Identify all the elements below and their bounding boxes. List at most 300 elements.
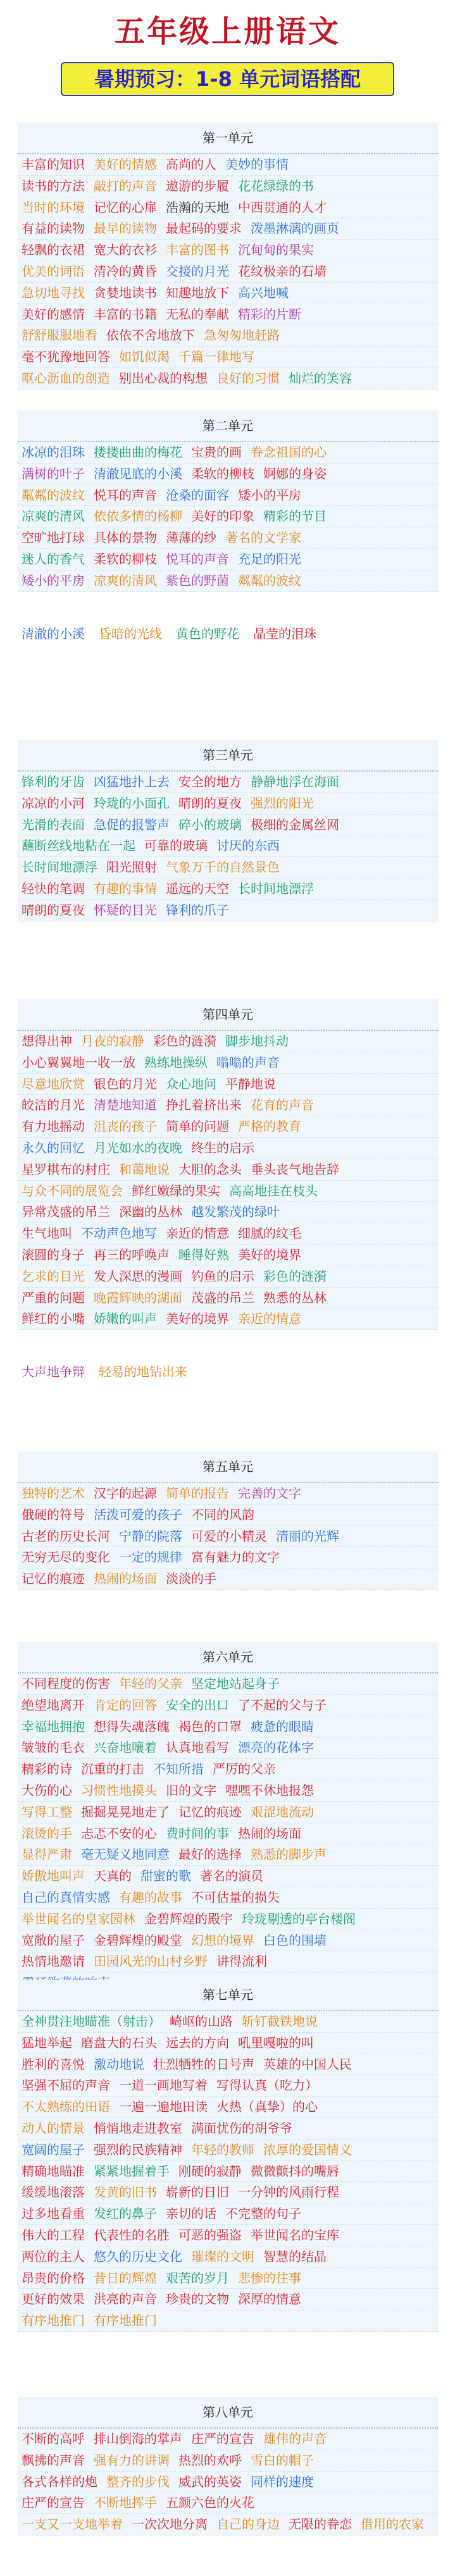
phrase: 滚圆的身子	[22, 1247, 85, 1262]
phrase: 火热（真挚）的心	[216, 2099, 318, 2115]
phrase: 有力地摇动	[22, 1119, 85, 1135]
phrase: 年轻的父亲	[119, 1676, 182, 1691]
phrase: 不完整的句子	[225, 2206, 301, 2222]
unit-section	[18, 123, 438, 390]
phrase: 雄伟的声音	[263, 2431, 327, 2446]
phrase: 当时的环境	[22, 199, 85, 215]
unit-title: 第四单元	[203, 1007, 253, 1022]
phrase: 洪亮的声音	[94, 2291, 157, 2307]
unit-section	[18, 1980, 438, 2332]
phrase: 敲打的声音	[94, 178, 157, 194]
phrase: 脚步地抖动	[225, 1033, 289, 1049]
phrase: 美好的境界	[238, 1247, 301, 1262]
phrase-row	[18, 1181, 438, 1202]
phrase-row	[18, 2182, 438, 2203]
unit-title: 第六单元	[203, 1649, 253, 1665]
phrase: 轻易的地钻出来	[99, 1364, 187, 1380]
phrase: 强烈的阳光	[251, 795, 314, 811]
phrase-row	[18, 1759, 438, 1780]
phrase: 柔软的柳枝	[191, 465, 254, 481]
phrase: 严重的问题	[22, 1290, 85, 1305]
unit-title: 第五单元	[203, 1459, 253, 1474]
phrase-row	[18, 2268, 438, 2289]
phrase: 安全的出口	[166, 1697, 229, 1713]
phrase-row	[18, 2097, 438, 2118]
phrase: 兴奋地嚷着	[94, 1740, 157, 1756]
phrase: 玲珑剔透的亭台楼阁	[242, 1911, 356, 1926]
phrase: 排山倒海的掌声	[94, 2431, 182, 2446]
phrase-row	[18, 900, 438, 921]
phrase: 矮小的平房	[22, 572, 85, 588]
phrase-row	[18, 2246, 438, 2268]
phrase: 充足的阳光	[238, 551, 301, 567]
phrase: 依依不舍地放下	[106, 328, 195, 343]
phrase: 昂贵的价格	[22, 2270, 85, 2286]
phrase: 动人的情景	[22, 2120, 85, 2136]
phrase-row	[18, 2289, 438, 2310]
phrase: 满树的叶子	[22, 465, 85, 481]
phrase: 伟大的工程	[22, 2227, 85, 2243]
phrase-row	[18, 2075, 438, 2097]
phrase-row	[18, 1202, 438, 1223]
phrase: 嗡嗡的声音	[216, 1054, 280, 1070]
phrase: 玲珑的小面孔	[94, 795, 170, 811]
phrase-row	[18, 2472, 438, 2493]
phrase-row	[18, 527, 438, 549]
phrase: 怀疑的目光	[94, 902, 157, 918]
phrase: 精确地瞄准	[22, 2163, 85, 2179]
spacer	[18, 1330, 438, 1355]
phrase: 无私的奉献	[166, 306, 229, 322]
phrase: 亲近的情意	[238, 1311, 301, 1327]
phrase-row	[18, 1547, 438, 1568]
phrase: 金碧辉煌的殿宇	[144, 1911, 233, 1926]
phrase: 悦耳的声音	[94, 487, 157, 503]
phrase: 可恶的强盗	[178, 2227, 242, 2243]
phrase: 沧桑的面容	[166, 487, 229, 503]
phrase: 清澈见底的小溪	[94, 465, 182, 481]
phrase: 猛地举起	[22, 2035, 72, 2050]
phrase: 珍贵的文物	[166, 2291, 229, 2307]
phrase: 磨盘大的石头	[81, 2035, 157, 2050]
phrase: 雪白的帽子	[251, 2452, 314, 2468]
phrase: 幻想的境界	[191, 1932, 254, 1948]
phrase: 胜利的喜悦	[22, 2056, 85, 2072]
unit-title: 第八单元	[203, 2405, 253, 2420]
phrase: 过多地看重	[22, 2206, 85, 2222]
phrase-row	[18, 261, 438, 283]
phrase: 最早的读物	[94, 221, 157, 237]
phrase: 花纹极亲的石墙	[238, 263, 327, 279]
phrase-row	[18, 793, 438, 815]
phrase: 讲得流利	[216, 1954, 267, 1969]
subtitle-banner: 暑期预习：1-8 单元词语搭配	[61, 62, 394, 96]
phrase: 不同的风韵	[191, 1507, 254, 1522]
phrase: 矮小的平房	[238, 487, 301, 503]
phrase: 艰苦的岁月	[166, 2270, 229, 2286]
unit-title: 第二单元	[203, 418, 253, 433]
phrase-row	[18, 2054, 438, 2076]
phrase-row	[18, 2203, 438, 2225]
phrase: 月夜的寂静	[81, 1033, 144, 1049]
phrase: 细腻的纹毛	[238, 1226, 301, 1242]
phrase: 生气地叫	[22, 1226, 72, 1242]
phrase: 光滑的表面	[22, 817, 85, 832]
phrase-row	[18, 1568, 438, 1590]
phrase: 天真的	[94, 1868, 132, 1884]
phrase: 想得出神	[22, 1033, 72, 1049]
unit-section	[18, 999, 438, 1388]
phrase: 璀璨的文明	[191, 2248, 254, 2264]
phrase-row	[18, 347, 438, 368]
phrase: 激动地说	[94, 2056, 144, 2072]
phrase-row	[18, 1780, 438, 1802]
page-title: 五年级上册语文	[114, 14, 340, 49]
phrase: 平静地说	[225, 1076, 276, 1092]
phrase: 彩色的涟漪	[263, 1268, 327, 1284]
phrase: 热情地邀请	[22, 1954, 85, 1969]
phrase: 俄硬的符号	[22, 1507, 85, 1522]
phrase: 气象万千的自然景色	[166, 860, 280, 875]
phrase-row	[18, 857, 438, 878]
phrase: 晚霞辉映的湖面	[94, 1290, 182, 1305]
phrase: 高兴地喊	[238, 285, 289, 300]
phrase: 知趣地放下	[166, 285, 229, 300]
phrase-row	[18, 506, 438, 527]
phrase: 长时间地漂浮	[238, 880, 314, 896]
unit-section	[18, 1451, 438, 1590]
phrase: 壮烈牺牲的日号声	[153, 2056, 254, 2072]
phrase: 无穷无尽的变化	[22, 1550, 110, 1565]
phrase: 紧紧地握着手	[94, 2163, 170, 2179]
phrase: 碎小的玻璃	[178, 817, 242, 832]
phrase: 金碧辉煌的殿堂	[94, 1932, 182, 1948]
phrase-row	[18, 549, 438, 570]
phrase-row	[18, 2429, 438, 2450]
phrase: 肯定的回答	[94, 1697, 157, 1713]
phrase: 崎岖的山路	[170, 2014, 233, 2029]
phrase: 习惯性地摸头	[81, 1782, 157, 1798]
phrase: 急切地寻找	[22, 285, 85, 300]
phrase: 刚硬的寂静	[178, 2163, 242, 2179]
phrase: 举世闻名的宝库	[251, 2227, 339, 2243]
phrase: 记忆的心扉	[94, 199, 157, 215]
phrase-row	[18, 485, 438, 507]
phrase: 借用的农家	[361, 2517, 424, 2532]
phrase: 强烈的民族精神	[94, 2142, 182, 2157]
phrase: 泼墨淋漓的画页	[251, 221, 339, 237]
phrase: 写得认真（吃力）	[216, 2078, 318, 2093]
phrase: 不太熟练的田语	[22, 2099, 110, 2115]
phrase: 大胆的念头	[178, 1161, 242, 1177]
phrase: 记忆的痕迹	[178, 1804, 242, 1820]
phrase: 宽大的衣衫	[94, 242, 157, 258]
phrase: 急匆匆地赶路	[204, 328, 280, 343]
phrase: 田园风光的山村乡野	[94, 1954, 208, 1969]
phrase: 越发繁茂的绿叶	[191, 1204, 280, 1220]
phrase: 大声地争辩	[22, 1364, 85, 1380]
phrase: 安全的地方	[178, 774, 242, 789]
phrase-row	[18, 218, 438, 240]
phrase: 柔软的柳枝	[94, 551, 157, 567]
phrase: 清澈的小溪	[22, 626, 85, 641]
phrase: 不可估量的损失	[191, 1889, 280, 1905]
phrase: 精彩的节目	[263, 508, 327, 524]
phrase: 再三的呼唤声	[94, 1247, 170, 1262]
phrase: 英雄的中国人民	[263, 2056, 352, 2072]
phrase: 完善的文字	[238, 1486, 301, 1501]
phrase-row	[18, 878, 438, 900]
phrase: 讨厌的东西	[216, 838, 280, 854]
phrase: 热烈的欢呼	[178, 2452, 242, 2468]
phrase: 别出心裁的构想	[119, 370, 208, 386]
phrase: 遨游的步履	[166, 178, 229, 194]
phrase: 热闹的场面	[238, 1825, 301, 1841]
phrase: 悲惨的往事	[238, 2270, 301, 2286]
phrase: 空旷地打球	[22, 530, 85, 546]
phrase: 简单的问题	[166, 1119, 229, 1135]
phrase: 钓鱼的启示	[191, 1268, 254, 1284]
unit-header	[18, 1642, 438, 1673]
phrase-row	[18, 1052, 438, 1074]
phrase: 远去的方向	[166, 2035, 229, 2050]
phrase: 嘿嘿不休地报怨	[225, 1782, 314, 1798]
phrase: 有序地推门	[22, 2313, 85, 2329]
phrase: 沉甸甸的果实	[238, 242, 314, 258]
phrase-row	[18, 197, 438, 219]
phrase: 精彩的诗	[22, 1761, 72, 1777]
phrase: 著名的演员	[200, 1868, 263, 1884]
phrase: 具体的景物	[94, 530, 157, 546]
phrase: 依依多情的杨柳	[94, 508, 182, 524]
phrase-row	[18, 617, 438, 650]
phrase: 悠久的历史文化	[94, 2248, 182, 2264]
phrase: 星罗棋布的村庄	[22, 1161, 110, 1177]
phrase: 清楚地知道	[94, 1097, 157, 1113]
phrase: 浓厚的爱国情义	[263, 2142, 352, 2157]
phrase: 古老的历史长河	[22, 1528, 110, 1544]
phrase: 搂搂曲曲的梅花	[94, 445, 182, 460]
phrase: 无限的眷恋	[289, 2517, 352, 2532]
phrase: 有趣的事情	[94, 880, 157, 896]
phrase: 深幽的丛林	[119, 1204, 182, 1220]
phrase: 自己的身边	[216, 2517, 280, 2532]
phrase: 不同程度的伤害	[22, 1676, 110, 1691]
phrase: 一道一画地写着	[119, 2078, 208, 2093]
unit-section	[18, 410, 438, 650]
phrase: 皱皱的毛衣	[22, 1740, 85, 1756]
phrase: 凉爽的清风	[94, 572, 157, 588]
phrase: 智慧的结晶	[263, 2248, 327, 2264]
phrase: 皎洁的月光	[22, 1097, 85, 1113]
phrase: 有益的读物	[22, 221, 85, 237]
phrase: 丰富的图书	[166, 242, 229, 258]
phrase: 崭新的日旧	[166, 2185, 229, 2200]
phrase: 凶猛地扑上去	[94, 774, 170, 789]
phrase: 垂头丧气地告辞	[251, 1161, 339, 1177]
phrase-row	[18, 835, 438, 857]
unit-header	[18, 1980, 438, 2011]
phrase: 优美的词语	[22, 263, 85, 279]
phrase: 美好的境界	[166, 1311, 229, 1327]
phrase-row	[18, 815, 438, 836]
phrase-row	[18, 2161, 438, 2183]
phrase: 交接的月光	[166, 263, 229, 279]
phrase: 如饥似渴	[119, 349, 170, 365]
phrase-row	[18, 1031, 438, 1052]
phrase: 黄色的野花	[176, 626, 239, 641]
phrase: 白色的围墙	[263, 1932, 327, 1948]
phrase-row	[18, 1223, 438, 1245]
phrase-row	[18, 283, 438, 304]
phrase: 宽阔的屋子	[22, 2142, 85, 2157]
phrase: 年轻的教师	[191, 2142, 254, 2157]
phrase-row	[18, 2310, 438, 2332]
phrase-row	[18, 325, 438, 347]
phrase: 终生的启示	[191, 1140, 254, 1156]
phrase: 异常茂盛的吊兰	[22, 1204, 110, 1220]
phrase: 亲切的话	[166, 2206, 216, 2222]
phrase: 缓缓地滚落	[22, 2185, 85, 2200]
phrase: 艰涩地流动	[251, 1804, 314, 1820]
phrase: 甜蜜的歌	[140, 1868, 191, 1884]
phrase: 威武的英姿	[178, 2474, 242, 2489]
phrase: 滚烫的手	[22, 1825, 72, 1841]
phrase-row	[18, 442, 438, 464]
phrase: 疲惫的眼睛	[251, 1718, 314, 1734]
phrase-row	[18, 1887, 438, 1909]
spacer	[18, 592, 438, 617]
phrase: 永久的回忆	[22, 1140, 85, 1156]
phrase-row	[18, 2033, 438, 2054]
phrase-row	[18, 2225, 438, 2246]
phrase: 娇嫩的叫声	[94, 1311, 157, 1327]
phrase: 一支又一支地举着	[22, 2517, 123, 2532]
phrase-row	[18, 368, 438, 390]
phrase: 遥远的天空	[166, 880, 229, 896]
phrase: 贪婪地读书	[94, 285, 157, 300]
phrase-row	[18, 1505, 438, 1526]
phrase: 急促的报警声	[94, 817, 170, 832]
phrase: 独特的艺术	[22, 1486, 85, 1501]
phrase: 紫色的野菌	[166, 572, 229, 588]
phrase: 简单的报告	[166, 1486, 229, 1501]
phrase: 呕心沥血的创造	[22, 370, 110, 386]
phrase-row	[18, 2118, 438, 2140]
unit-title: 第三单元	[203, 748, 253, 763]
phrase: 昏暗的光线	[99, 626, 162, 641]
phrase: 迷人的香气	[22, 551, 85, 567]
phrase: 千篇一律地写	[178, 349, 254, 365]
phrase: 高高地挂在枝头	[229, 1183, 318, 1199]
phrase: 读书的方法	[22, 178, 85, 194]
phrase-row	[18, 1245, 438, 1266]
phrase: 丰富的书籍	[94, 306, 157, 322]
phrase-row	[18, 1930, 438, 1952]
phrase: 亲近的情意	[166, 1226, 229, 1242]
phrase: 严厉的父亲	[213, 1761, 276, 1777]
phrase-row	[18, 1074, 438, 1095]
phrase: 整齐的步伐	[106, 2474, 170, 2489]
phrase: 掘掘晃晃地走了	[81, 1804, 170, 1820]
phrase: 富有魅力的文字	[191, 1550, 280, 1565]
phrase: 记忆的痕迹	[22, 1571, 85, 1587]
phrase: 良好的习惯	[216, 370, 280, 386]
phrase: 绝望地离开	[22, 1697, 85, 1713]
phrase: 小心翼翼地一收一放	[22, 1054, 135, 1070]
phrase-row	[18, 1802, 438, 1823]
phrase-row	[18, 1288, 438, 1309]
phrase: 轻快的笔调	[22, 880, 85, 896]
phrase: 挣扎着挤出来	[166, 1097, 242, 1113]
phrase: 坚强不屈的声音	[22, 2078, 110, 2093]
phrase: 不知所措	[153, 1761, 204, 1777]
phrase-row	[18, 2140, 438, 2161]
phrase: 不断的高呼	[22, 2431, 85, 2446]
unit-title: 第七单元	[203, 1987, 253, 2002]
phrase: 活泼可爱的孩子	[94, 1507, 182, 1522]
phrase: 彩色的涟漪	[153, 1033, 216, 1049]
phrase: 浩瀚的天地	[166, 199, 229, 215]
phrase: 全神贯注地瞄准（射击）	[22, 2014, 161, 2029]
unit-title: 第一单元	[203, 130, 253, 145]
phrase-row	[18, 154, 438, 176]
phrase: 灿烂的笑容	[289, 370, 352, 386]
phrase: 月光如水的夜晚	[94, 1140, 182, 1156]
phrase: 美好的感情	[22, 306, 85, 322]
phrase: 婀娜的身姿	[263, 465, 327, 481]
phrase-row	[18, 1844, 438, 1866]
phrase: 发红的鼻子	[94, 2206, 157, 2222]
phrase-row	[18, 240, 438, 261]
phrase: 幸福地拥抱	[22, 1718, 85, 1734]
phrase: 一次次地分离	[132, 2517, 208, 2532]
phrase: 鲜红的小嘴	[22, 1311, 85, 1327]
unit-header	[18, 123, 438, 154]
phrase: 严格的教育	[238, 1119, 301, 1135]
phrase: 娇傲地叫声	[22, 1868, 85, 1884]
phrase: 可爱的小精灵	[191, 1528, 267, 1544]
phrase-row	[18, 1716, 438, 1738]
phrase: 写得工整	[22, 1804, 72, 1820]
phrase: 吼里嘎啦的叫	[238, 2035, 314, 2050]
phrase: 舒舒服服地看	[22, 328, 97, 343]
phrase: 不断地挥手	[94, 2495, 157, 2511]
phrase: 精彩的片断	[238, 306, 301, 322]
phrase-row	[18, 1823, 438, 1845]
phrase: 极细的金属丝网	[251, 817, 339, 832]
phrase: 阳光照射	[106, 860, 157, 875]
phrase: 不动声色地写	[81, 1226, 157, 1242]
phrase: 飘拂的声音	[22, 2452, 85, 2468]
phrase-row	[18, 570, 438, 592]
phrase: 茂盛的吊兰	[191, 1290, 254, 1305]
phrase: 美好的印象	[191, 508, 254, 524]
phrase: 众心地问	[166, 1076, 216, 1092]
phrase: 昔日的辉煌	[94, 2270, 157, 2286]
phrase: 更好的效果	[22, 2291, 85, 2307]
phrase-row	[18, 1355, 438, 1388]
phrase: 显得严肃	[22, 1847, 72, 1863]
phrase-row	[18, 1159, 438, 1181]
phrase: 最好的选择	[178, 1847, 242, 1863]
phrase: 悄悄地走进教室	[94, 2120, 182, 2136]
phrase-row	[18, 1095, 438, 1116]
phrase: 淡淡的手	[166, 1571, 216, 1587]
phrase-row	[18, 2514, 438, 2536]
phrase: 美好的情感	[94, 157, 157, 172]
phrase: 沮丧的孩子	[94, 1119, 157, 1135]
